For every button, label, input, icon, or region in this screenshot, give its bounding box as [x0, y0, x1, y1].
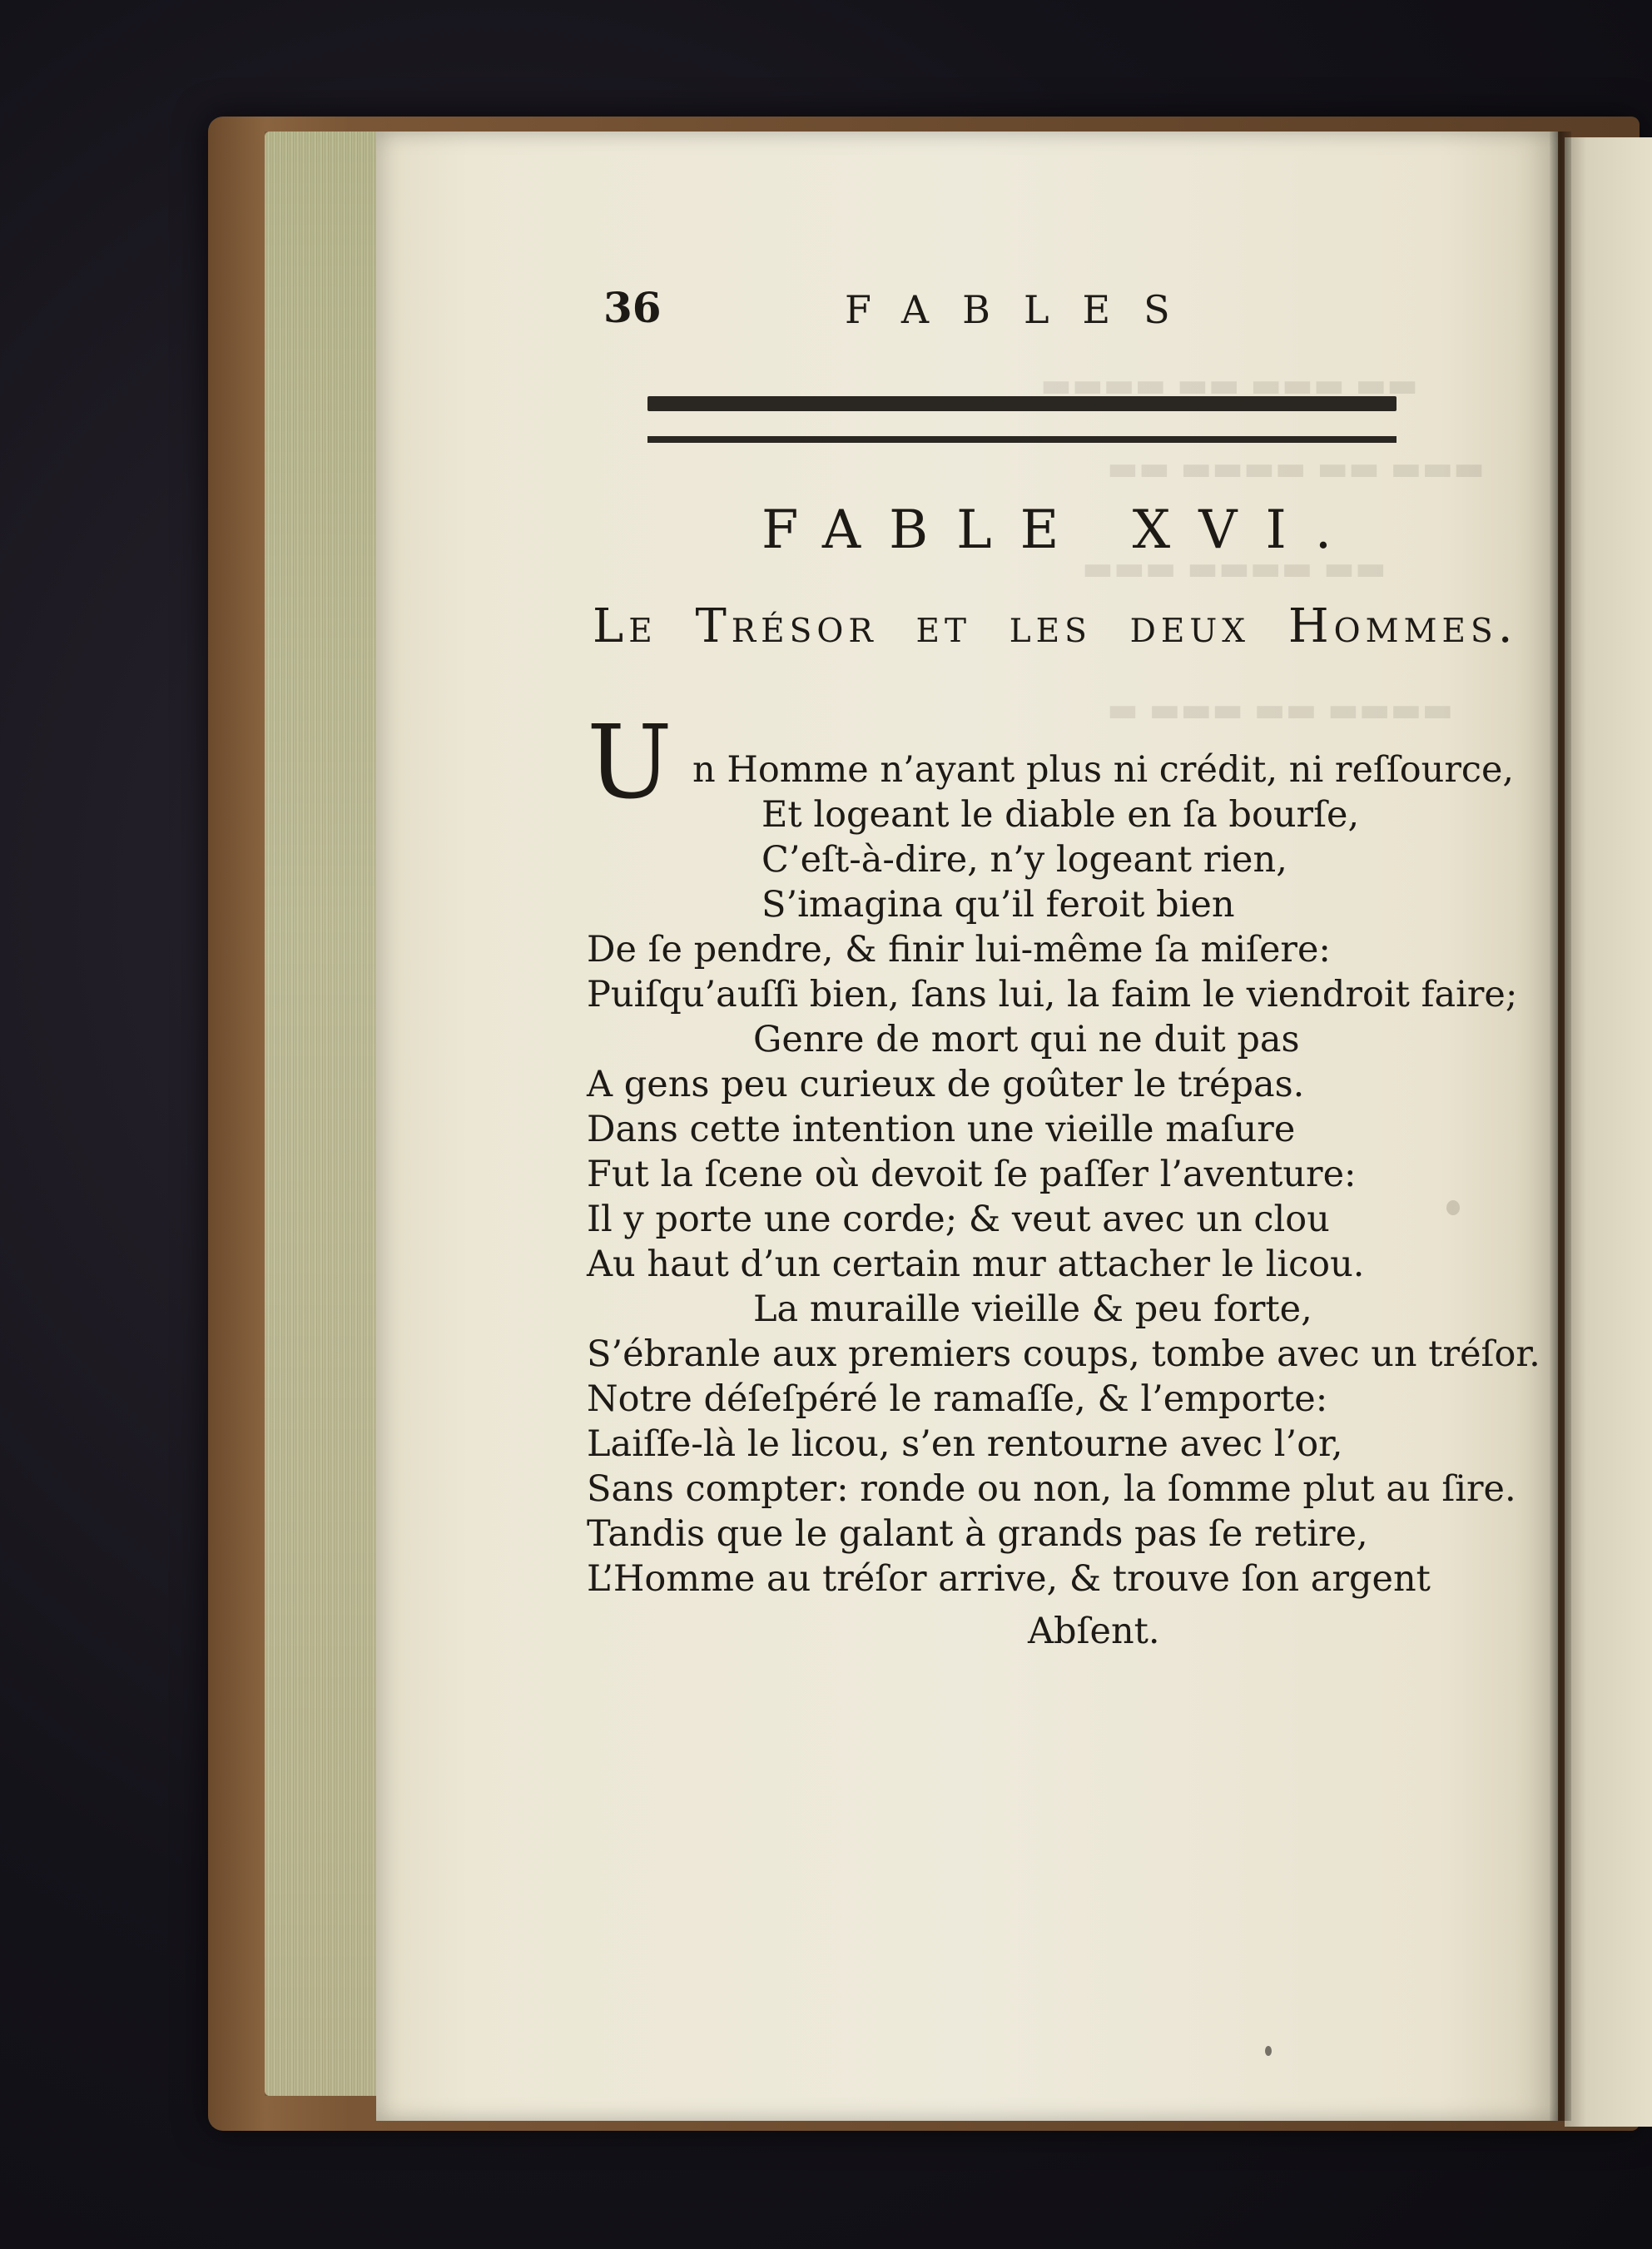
paper-spot: [1446, 1200, 1460, 1215]
verse-line: Sans compter: ronde ou non, la ſomme plut au ſire.: [587, 1468, 1516, 1510]
thick-rule: [647, 396, 1397, 411]
fable-number: FABLE XVI.: [762, 499, 1361, 561]
running-title: FABLES: [845, 287, 1203, 332]
verse-line: A gens peu curieux de goûter le trépas.: [587, 1064, 1305, 1105]
verse-line: Genre de mort qui ne duit pas: [753, 1019, 1300, 1060]
verse-line: Notre déſeſpéré le ramaſſe, & l’emporte:: [587, 1378, 1328, 1420]
verse-line: Fut la ſcene où devoit ſe paſſer l’aventure:: [587, 1154, 1357, 1195]
verse-line: S’imagina qu’il feroit bien: [762, 884, 1235, 926]
drop-cap: U: [587, 703, 672, 822]
verse-line: Tandis que le galant à grands pas ſe retire,: [587, 1513, 1368, 1555]
verse-line: Au haut d’un certain mur attacher le licou.: [587, 1244, 1365, 1285]
verse-line: S’ébranle aux premiers coups, tombe avec un tréſor.: [587, 1333, 1540, 1375]
page-edges: [265, 132, 381, 2096]
verse-line: De ſe pendre, & finir lui-même ſa miſere:: [587, 929, 1331, 971]
verse-line: Laiſſe-là le licou, s’en rentourne avec l’or,: [587, 1423, 1343, 1465]
facing-page: [1565, 137, 1652, 2127]
thin-rule: [647, 436, 1397, 443]
verse-line: Puiſqu’auſſi bien, ſans lui, la faim le viendroit faire;: [587, 974, 1518, 1015]
paper-spot: [1265, 2046, 1272, 2056]
page-number: 36: [603, 283, 662, 332]
verse-line: La muraille vieille & peu forte,: [753, 1288, 1312, 1330]
running-head: [0, 283, 1652, 350]
verse-line: Et logeant le diable en ſa bourſe,: [762, 794, 1360, 836]
gutter-shadow: [1550, 132, 1571, 2121]
catchword: Abſent.: [1028, 1611, 1160, 1652]
verse-line: Dans cette intention une vieille maſure: [587, 1109, 1296, 1150]
verse-line: Il y porte une corde; & veut avec un clou: [587, 1199, 1330, 1240]
verse-line: n Homme n’ayant plus ni crédit, ni reſſource,: [692, 749, 1515, 791]
verse-line: C’eſt-à-dire, n’y logeant rien,: [762, 839, 1287, 881]
fable-title: Le Trésor et les deux Hommes.: [593, 599, 1518, 653]
verse-line: L’Homme au tréſor arrive, & trouve ſon argent: [587, 1558, 1431, 1600]
